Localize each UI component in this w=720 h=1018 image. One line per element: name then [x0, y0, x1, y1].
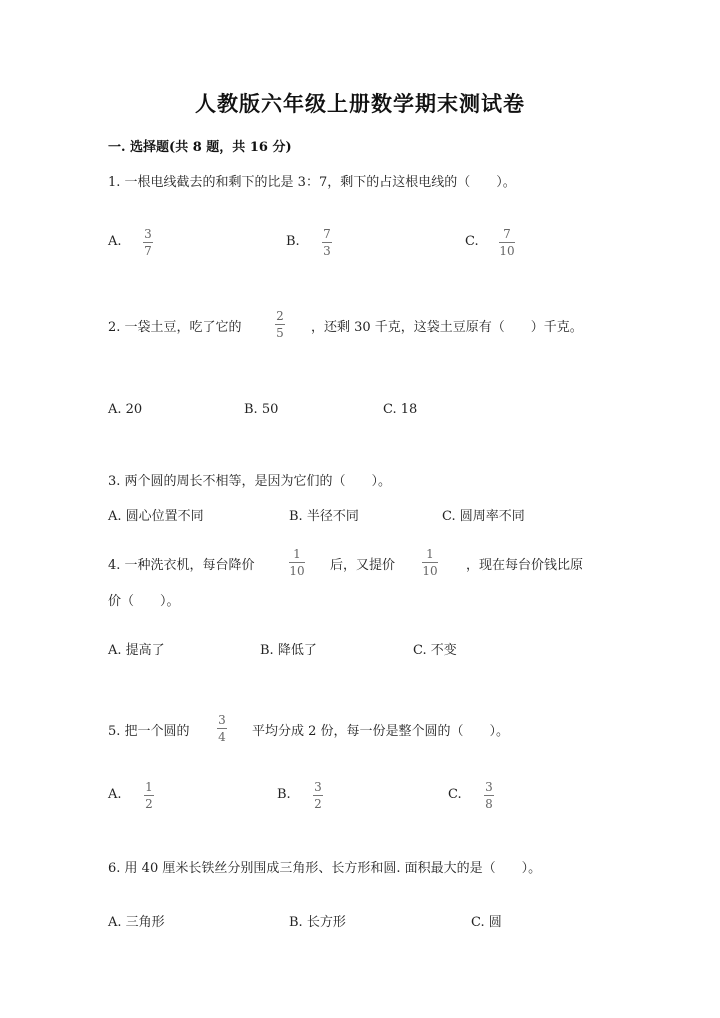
question-4-text-part2: 后，又提价 — [330, 558, 396, 573]
numerator: 3 — [218, 713, 226, 727]
q6-option-b: B. 长方形 — [289, 915, 346, 930]
denominator: 7 — [144, 244, 152, 258]
numerator: 3 — [485, 780, 493, 794]
q5-option-b-label: B. — [277, 787, 291, 802]
question-3-text: 3. 两个圆的周长不相等，是因为它们的（ ）。 — [108, 474, 392, 489]
question-2-text-part1: 2. 一袋土豆，吃了它的 — [108, 320, 242, 335]
q5-option-c-label: C. — [448, 787, 462, 802]
q3-option-c: C. 圆周率不同 — [442, 509, 525, 524]
denominator: 10 — [499, 244, 515, 258]
q5-option-b-fraction — [313, 780, 323, 811]
q3-option-a: A. 圆心位置不同 — [108, 509, 204, 524]
q1-option-a-label: A. — [108, 234, 122, 249]
numerator: 1 — [145, 780, 153, 794]
q2-fraction — [275, 309, 285, 340]
question-4-text-part4: 价（ ）。 — [108, 594, 180, 609]
denominator: 10 — [289, 564, 305, 578]
q3-option-b: B. 半径不同 — [289, 509, 359, 524]
numerator: 1 — [426, 547, 434, 561]
q2-option-b: B. 50 — [244, 402, 279, 417]
numerator: 3 — [144, 227, 152, 241]
numerator: 2 — [276, 309, 284, 323]
section-heading: 一. 选择题(共 8 题，共 16 分) — [108, 140, 292, 155]
q2-option-a: A. 20 — [108, 402, 143, 417]
q1-option-b-fraction — [322, 227, 332, 258]
question-6-text: 6. 用 40 厘米长铁丝分别围成三角形、长方形和圆. 面积最大的是（ ）。 — [108, 861, 542, 876]
q4-option-a: A. 提高了 — [108, 643, 165, 658]
question-5-text-part1: 5. 把一个圆的 — [108, 724, 190, 739]
denominator: 8 — [485, 797, 493, 811]
q4-option-b: B. 降低了 — [260, 643, 317, 658]
q1-option-c-label: C. — [465, 234, 479, 249]
denominator: 2 — [145, 797, 153, 811]
q5-option-c-fraction — [484, 780, 494, 811]
q5-option-a-label: A. — [108, 787, 122, 802]
denominator: 5 — [276, 326, 284, 340]
numerator: 1 — [293, 547, 301, 561]
numerator: 3 — [314, 780, 322, 794]
numerator: 7 — [323, 227, 331, 241]
q6-option-c: C. 圆 — [471, 915, 502, 930]
question-4-text-part3: ，现在每台价钱比原 — [466, 558, 584, 573]
q5-fraction — [217, 713, 227, 744]
question-2-text-part2: ，还剩 30 千克，这袋土豆原有（ ）千克。 — [311, 320, 583, 335]
q2-option-c: C. 18 — [383, 402, 418, 417]
question-5-text-part2: 平均分成 2 份，每一份是整个圆的（ ）。 — [252, 724, 510, 739]
q4-option-c: C. 不变 — [413, 643, 457, 658]
numerator: 7 — [503, 227, 511, 241]
denominator: 10 — [422, 564, 438, 578]
question-4-text-part1: 4. 一种洗衣机，每台降价 — [108, 558, 255, 573]
q6-option-a: A. 三角形 — [108, 915, 165, 930]
q1-option-c-fraction — [499, 227, 515, 258]
denominator: 3 — [323, 244, 331, 258]
q1-option-a-fraction — [143, 227, 153, 258]
denominator: 2 — [314, 797, 322, 811]
q4-fraction-1 — [289, 547, 305, 578]
denominator: 4 — [218, 730, 226, 744]
page-title: 人教版六年级上册数学期末测试卷 — [195, 91, 525, 116]
question-1-text: 1. 一根电线截去的和剩下的比是 3：7，剩下的占这根电线的（ ）。 — [108, 175, 516, 190]
q1-option-b-label: B. — [286, 234, 300, 249]
q5-option-a-fraction — [144, 780, 154, 811]
q4-fraction-2 — [422, 547, 438, 578]
